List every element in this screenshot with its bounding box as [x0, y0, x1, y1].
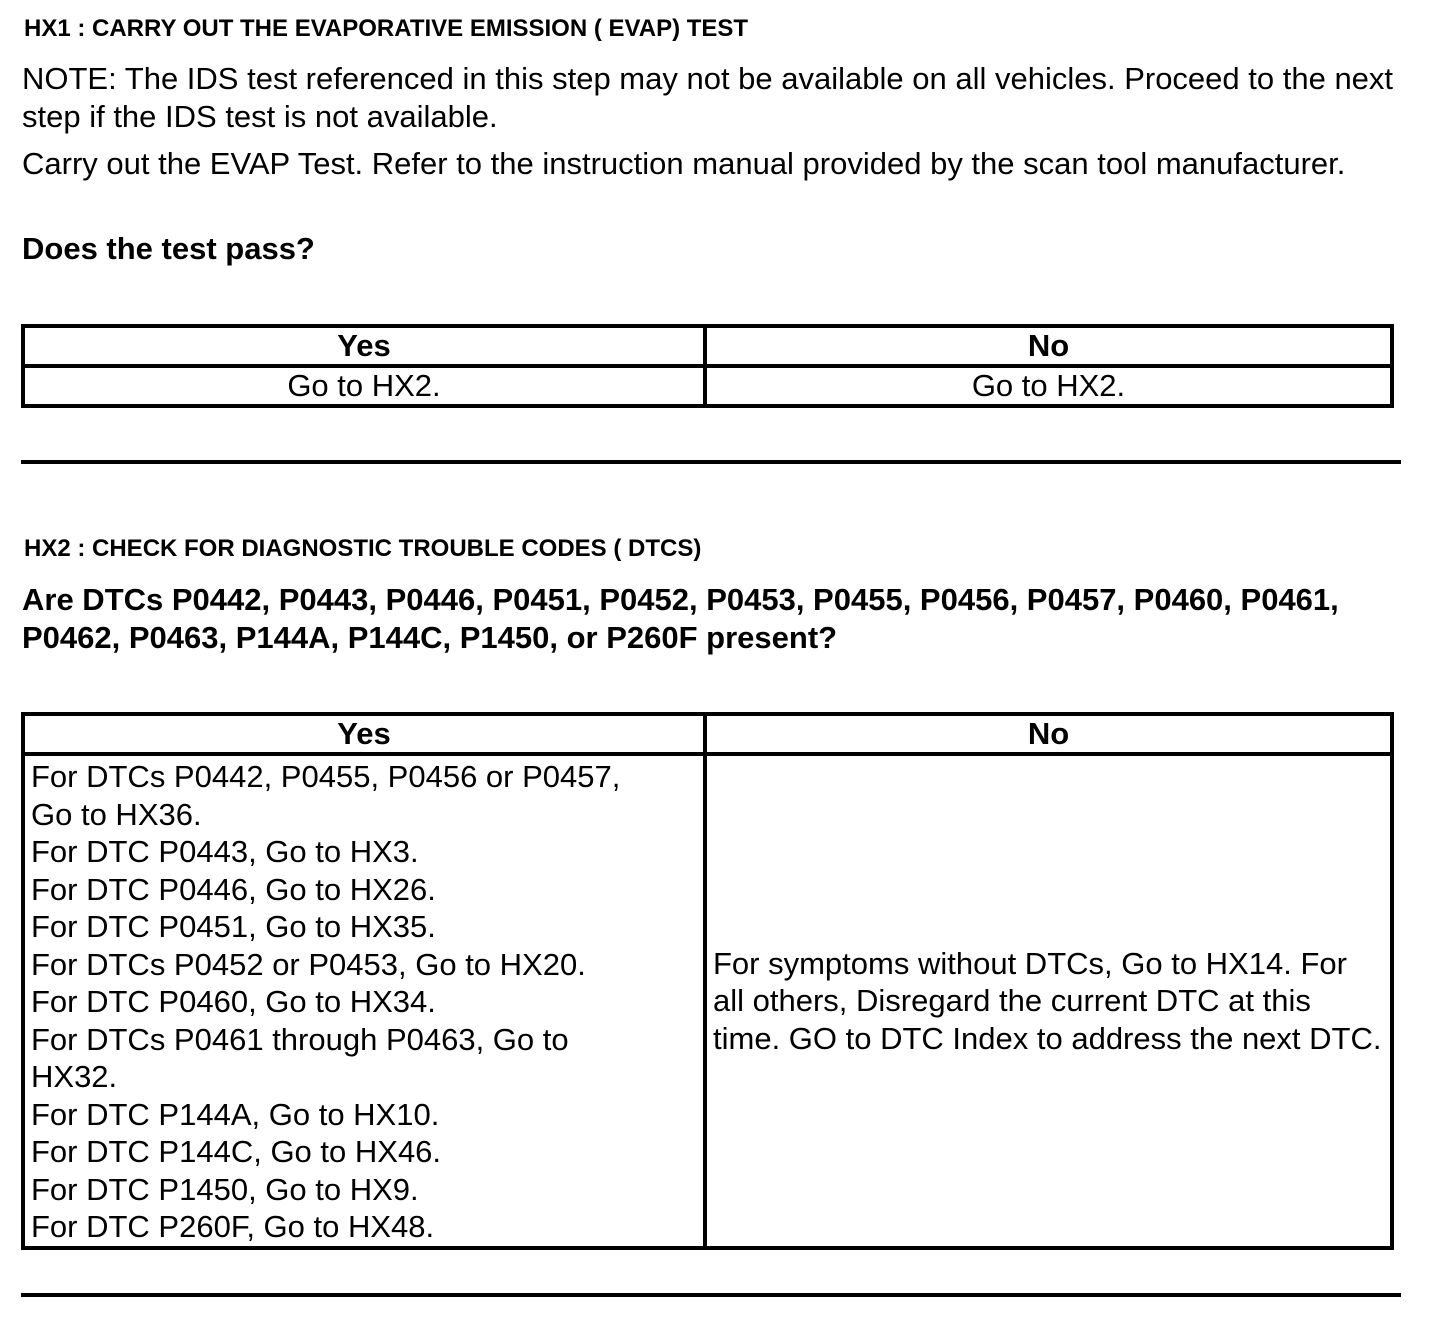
hx2-result-table	[21, 712, 1394, 1250]
list-item: For DTC P0443, Go to HX3.	[31, 834, 419, 869]
list-item: Go to HX36.	[31, 796, 202, 832]
hx1-heading: HX1 : CARRY OUT THE EVAPORATIVE EMISSION ( EVAP) TEST	[24, 15, 749, 42]
table-row	[23, 754, 1392, 1248]
table-row	[23, 366, 1392, 406]
no-header: No	[705, 326, 1392, 366]
no-action: Go to HX2.	[705, 366, 1392, 406]
hx1-result-table	[21, 324, 1394, 408]
list-item: For DTC P260F, Go to HX48.	[31, 1209, 435, 1244]
hx1-instruction: Carry out the EVAP Test. Refer to the instruction manual provided by the scan tool manufacturer.	[22, 146, 1346, 181]
hx2-question: Are DTCs P0442, P0443, P0446, P0451, P0452, P0453, P0455, P0456, P0457, P0460, P0461, P0462, P0463, P144A, P144C, P1450, or P260F present?	[22, 582, 1339, 655]
list-item: For DTCs P0442, P0455, P0456 or P0457,	[31, 759, 621, 794]
yes-header: Yes	[23, 326, 705, 366]
list-item: For DTC P0446, Go to HX26.	[31, 871, 436, 907]
hx1-note: NOTE: The IDS test referenced in this step may not be available on all vehicles. Proceed to the next step if the IDS test is not available.	[22, 61, 1394, 134]
yes-header: Yes	[23, 714, 705, 754]
list-item: For DTCs P0461 through P0463, Go to	[31, 1021, 569, 1057]
list-item: For DTC P0451, Go to HX35.	[31, 909, 436, 944]
list-item: For DTCs P0452 or P0453, Go to HX20.	[31, 946, 586, 982]
yes-action: Go to HX2.	[23, 366, 705, 406]
table-header-row	[23, 326, 1392, 366]
list-item: For DTC P144A, Go to HX10.	[31, 1096, 440, 1132]
section-divider	[21, 460, 1401, 464]
list-item: For DTC P1450, Go to HX9.	[31, 1171, 419, 1207]
list-item: For DTC P144C, Go to HX46.	[31, 1134, 442, 1169]
list-item: For DTC P0460, Go to HX34.	[31, 984, 436, 1019]
no-header: No	[705, 714, 1392, 754]
hx2-heading: HX2 : CHECK FOR DIAGNOSTIC TROUBLE CODES ( DTCS)	[24, 535, 702, 562]
table-header-row	[23, 714, 1392, 754]
hx1-question: Does the test pass?	[22, 231, 315, 266]
list-item: HX32.	[31, 1059, 118, 1094]
section-divider	[21, 1293, 1401, 1297]
yes-actions-list	[23, 754, 705, 1248]
no-action: For symptoms without DTCs, Go to HX14. For all others, Disregard the current DTC at this time. GO to DTC Index to address the next DTC.	[705, 754, 1392, 1248]
